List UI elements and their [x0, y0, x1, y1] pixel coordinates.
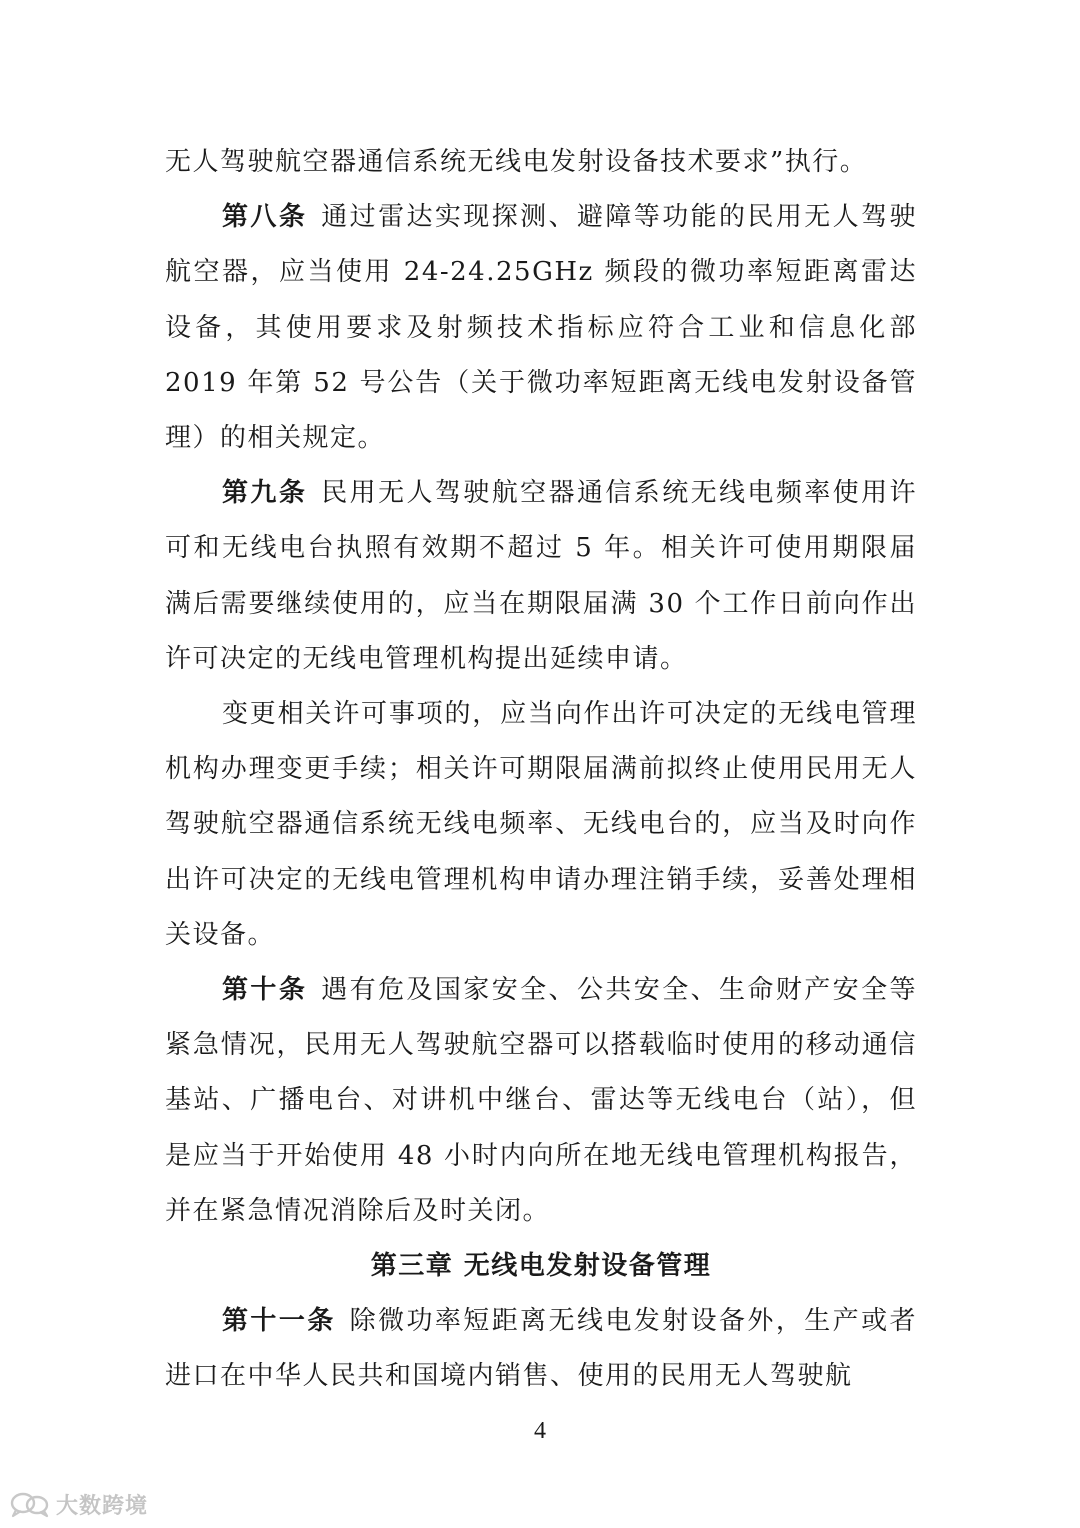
article-heading: 第十条 — [222, 975, 308, 1006]
article-9-paragraph-2 — [165, 687, 917, 963]
paragraph-text: 遇有危及国家安全、公共安全、生命财产安全等紧急情况，民用无人驾驶航空器可以搭载临时使用的移动通信基站、广播电台、对讲机中继台、雷达等无线电台（站），但是应当于开始使用 48 小时内向所在地无线电管理机构报告，并在紧急情况消除后及时关闭。 — [165, 975, 917, 1226]
paragraph-text: 无人驾驶航空器通信系统无线电发射设备技术要求”执行。 — [165, 147, 868, 177]
paragraph-text: 通过雷达实现探测、避障等功能的民用无人驾驶航空器，应当使用 24-24.25GHz 频段的微功率短距离雷达设备，其使用要求及射频技术指标应符合工业和信息化部 2019 年第 52 号公告（关于微功率短距离无线电发射设备管理）的相关规定。 — [165, 202, 917, 454]
article-8 — [165, 190, 917, 466]
paragraph-text: 民用无人驾驶航空器通信系统无线电频率使用许可和无线电台执照有效期不超过 5 年。相关许可使用期限届满后需要继续使用的，应当在期限届满 30 个工作日前向作出许可决定的无线电管理机构提出延续申请。 — [165, 478, 917, 674]
article-heading: 第十一条 — [222, 1306, 336, 1337]
document-body — [165, 135, 917, 1405]
article-10 — [165, 963, 917, 1239]
paragraph-text: 变更相关许可事项的，应当向作出许可决定的无线电管理机构办理变更手续；相关许可期限届满前拟终止使用民用无人驾驶航空器通信系统无线电频率、无线电台的，应当及时向作出许可决定的无线电管理机构申请办理注销手续，妥善处理相关设备。 — [165, 699, 917, 950]
watermark — [8, 1488, 148, 1520]
article-heading: 第八条 — [222, 202, 308, 233]
article-heading: 第九条 — [222, 478, 308, 509]
page-number: 4 — [534, 1418, 546, 1444]
article-9 — [165, 466, 917, 687]
paragraph-text: 除微功率短距离无线电发射设备外，生产或者进口在中华人民共和国境内销售、使用的民用无人驾驶航 — [165, 1306, 917, 1392]
chat-bubble-logo-icon — [8, 1489, 52, 1519]
paragraph-continuation — [165, 135, 917, 190]
chapter-title: 第三章 无线电发射设备管理 — [370, 1251, 712, 1282]
article-11 — [165, 1294, 917, 1404]
watermark-text: 大数跨境 — [56, 1493, 149, 1519]
